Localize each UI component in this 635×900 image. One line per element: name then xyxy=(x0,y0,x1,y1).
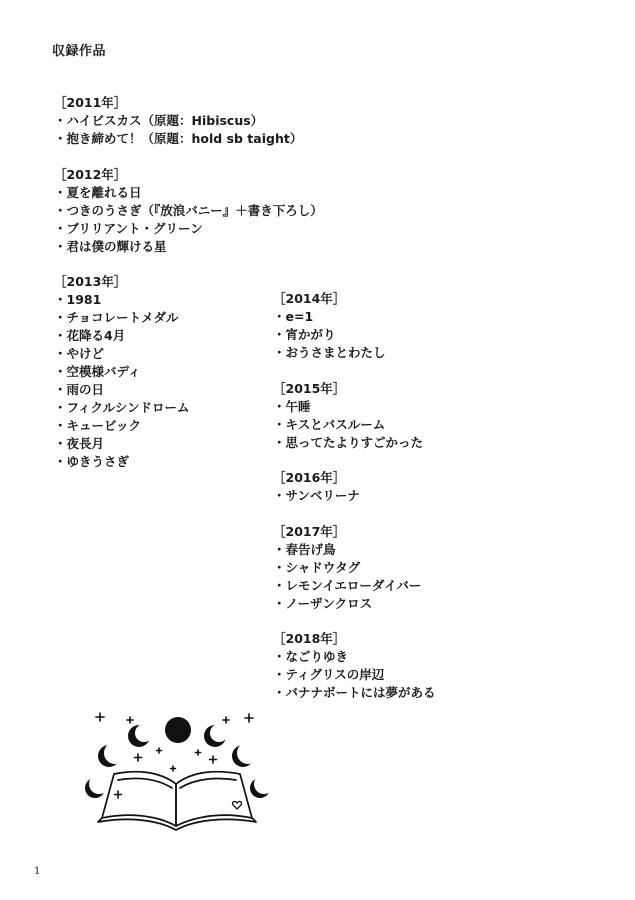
work-item: ・雨の日 xyxy=(54,382,105,397)
year-heading: ［2018年］ xyxy=(273,631,346,646)
year-heading: ［2015年］ xyxy=(273,380,346,396)
year-heading: ［2013年］ xyxy=(54,274,127,289)
work-item: ・ティグリスの岸辺 xyxy=(273,667,385,682)
work-item: ・e=1 xyxy=(273,309,314,324)
work-item: ・夜長月 xyxy=(54,436,105,451)
work-item: ・おうさまとわたし xyxy=(273,345,386,360)
year-section-2012 xyxy=(54,166,323,256)
work-item: ・午睡 xyxy=(273,398,311,414)
work-item: ・君は僕の輝ける星 xyxy=(54,238,167,254)
work-item: ・フィクルシンドローム xyxy=(54,400,190,415)
work-item: ・抱き締めて！（原題：hold sb taight） xyxy=(54,131,303,146)
year-heading: ［2017年］ xyxy=(273,523,346,539)
work-item: ・空模様バディ xyxy=(54,364,141,379)
year-section-2017 xyxy=(273,523,436,613)
page-number: 1 xyxy=(34,866,41,877)
work-item: ・なごりゆき xyxy=(273,649,349,664)
year-heading: ［2014年］ xyxy=(273,291,346,306)
work-item: ・宵かがり xyxy=(273,327,336,342)
year-heading: ［2016年］ xyxy=(273,470,346,485)
year-heading: ［2012年］ xyxy=(54,166,127,182)
work-item: ・ゆきうさぎ xyxy=(54,454,130,469)
work-item: ・キュービック xyxy=(54,418,142,433)
work-item: ・キスとバスルーム xyxy=(273,416,386,432)
work-item: ・バナナボートには夢がある xyxy=(273,685,436,700)
moon-phases-open-book-icon xyxy=(78,700,278,835)
year-section-2016 xyxy=(273,469,436,505)
page-title: 収録作品 xyxy=(52,44,107,59)
right-column xyxy=(273,290,436,720)
year-section-2015 xyxy=(273,380,436,452)
work-item: ・1981 xyxy=(54,292,102,307)
year-section-2011 xyxy=(54,94,323,148)
work-item: ・春告げ鳥 xyxy=(273,541,336,557)
year-heading: ［2011年］ xyxy=(54,95,127,110)
work-item: ・つきのうさぎ（『放浪バニー』＋書き下ろし） xyxy=(54,202,323,218)
work-item: ・やけど xyxy=(54,346,105,361)
work-item: ・チョコレートメダル xyxy=(54,310,179,325)
year-section-2018 xyxy=(273,630,436,702)
work-item: ・ブリリアント・グリーン xyxy=(54,220,203,236)
work-item: ・シャドウタグ xyxy=(273,559,361,575)
work-item: ・花降る4月 xyxy=(54,328,126,343)
work-item: ・思ってたよりすごかった xyxy=(273,434,424,450)
work-item: ・ノーザンクロス xyxy=(273,595,373,611)
year-section-2014 xyxy=(273,290,436,362)
work-item: ・レモンイエローダイバー xyxy=(273,577,422,593)
work-item: ・夏を離れる日 xyxy=(54,184,142,200)
work-item: ・サンベリーナ xyxy=(273,488,360,503)
work-item: ・ハイビスカス（原題：Hibiscus） xyxy=(54,113,264,128)
